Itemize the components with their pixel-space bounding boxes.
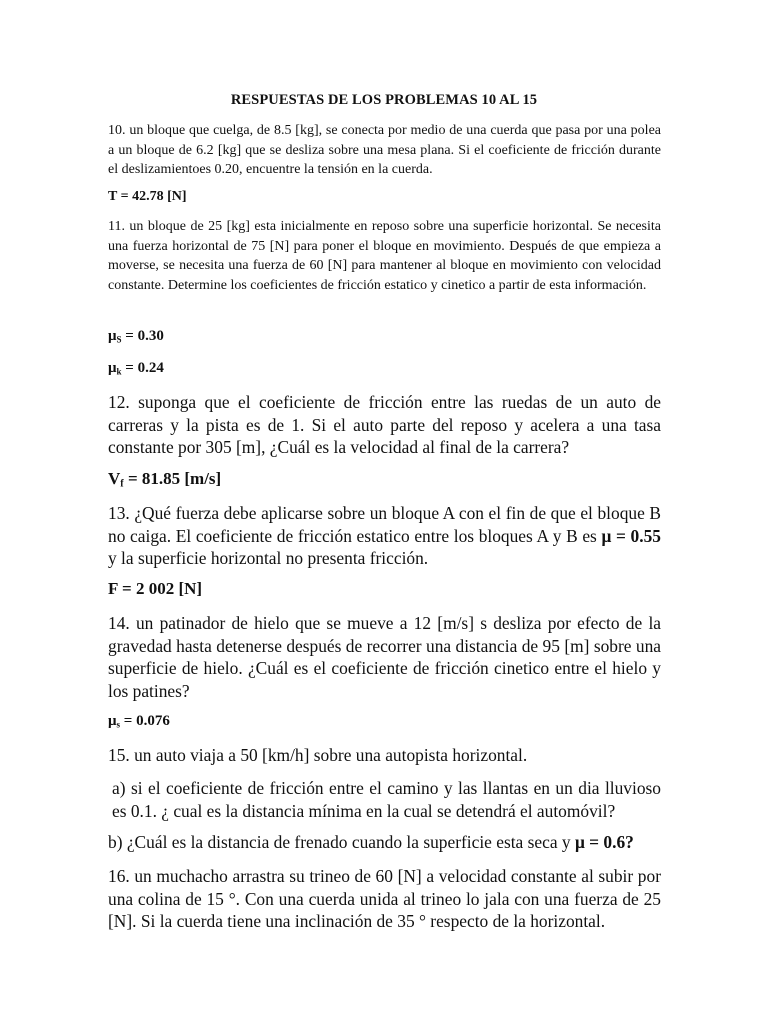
problem-12-text: 12. suponga que el coeficiente de fricción entre las ruedas de un auto de carreras y la pista es de 1. Si el auto parte del reposo y acelera a una tasa constante por 305 [m], ¿Cuál es la velocidad al final de la carrera?: [108, 392, 661, 457]
problem-11-text: 11. un bloque de 25 [kg] esta inicialmente en reposo sobre una superficie horizontal. Se necesita una fuerza horizontal de 75 [N] para poner el bloque en movimiento. Después de que empieza a moverse, se necesita una fuerza de 60 [N] para mantener al bloque en movimiento con velocidad constante. Determine los coeficientes de fricción estatico y cinetico a partir de esta información.: [108, 219, 661, 293]
document-title: RESPUESTAS DE LOS PROBLEMAS 10 AL 15: [230, 92, 538, 108]
problem-15-text: 15. un auto viaja a 50 [km/h] sobre una autopista horizontal.: [108, 745, 528, 765]
problem-12-answer: $V_f = 81.85$ [m/s]: [108, 469, 222, 490]
problem-14-text: 14. un patinador de hielo que se mueve a 12 [m/s] s desliza por efecto de la gravedad hasta detenerse después de recorrer una distancia de 95 [m] sobre una superficie de hielo. ¿Cuál es el coeficiente de fricción cinetico entre el hielo y los patines?: [108, 613, 661, 701]
problem-15-part-b: b) ¿Cuál es la distancia de frenado cuando la superficie esta seca y μ = 0.6?: [108, 832, 634, 852]
problem-15-part-a: a) si el coeficiente de fricción entre el camino y las llantas en un dia lluvioso es 0.1. ¿ cual es la distancia mínima en la cual se detendrá el automóvil?: [112, 778, 661, 821]
problem-11-answer-kinetic: $\mu_k = 0.24$: [108, 360, 164, 377]
problem-13-answer: F = 2 002 [N]: [108, 579, 203, 598]
problem-14-answer: $\mu_s = 0.076$: [108, 713, 170, 730]
problem-16-text: 16. un muchacho arrastra su trineo de 60 [N] a velocidad constante al subir por una colina de 15 °. Con una cuerda unida al trineo lo jala con una fuerza de 25 [N]. Si la cuerda tiene una inclinación de 35 ° respecto de la horizontal.: [108, 866, 661, 931]
problem-13-text: 13. ¿Qué fuerza debe aplicarse sobre un bloque A con el fin de que el bloque B no caiga. El coeficiente de fricción estatico entre los bloques A y B es μ = 0.55 y la superficie horizontal no presenta fricción.: [108, 503, 661, 568]
problem-11-answer-static: $\mu_S = 0.30$: [108, 328, 164, 345]
problem-10-answer: T = 42.78 [N]: [108, 189, 187, 204]
problem-10-text: 10. un bloque que cuelga, de 8.5 [kg], se conecta por medio de una cuerda que pasa por una polea a un bloque de 6.2 [kg] que se desliza sobre una mesa plana. Si el coeficiente de fricción durante el deslizamientoes 0.20, encuentre la tensión en la cuerda.: [108, 123, 661, 177]
